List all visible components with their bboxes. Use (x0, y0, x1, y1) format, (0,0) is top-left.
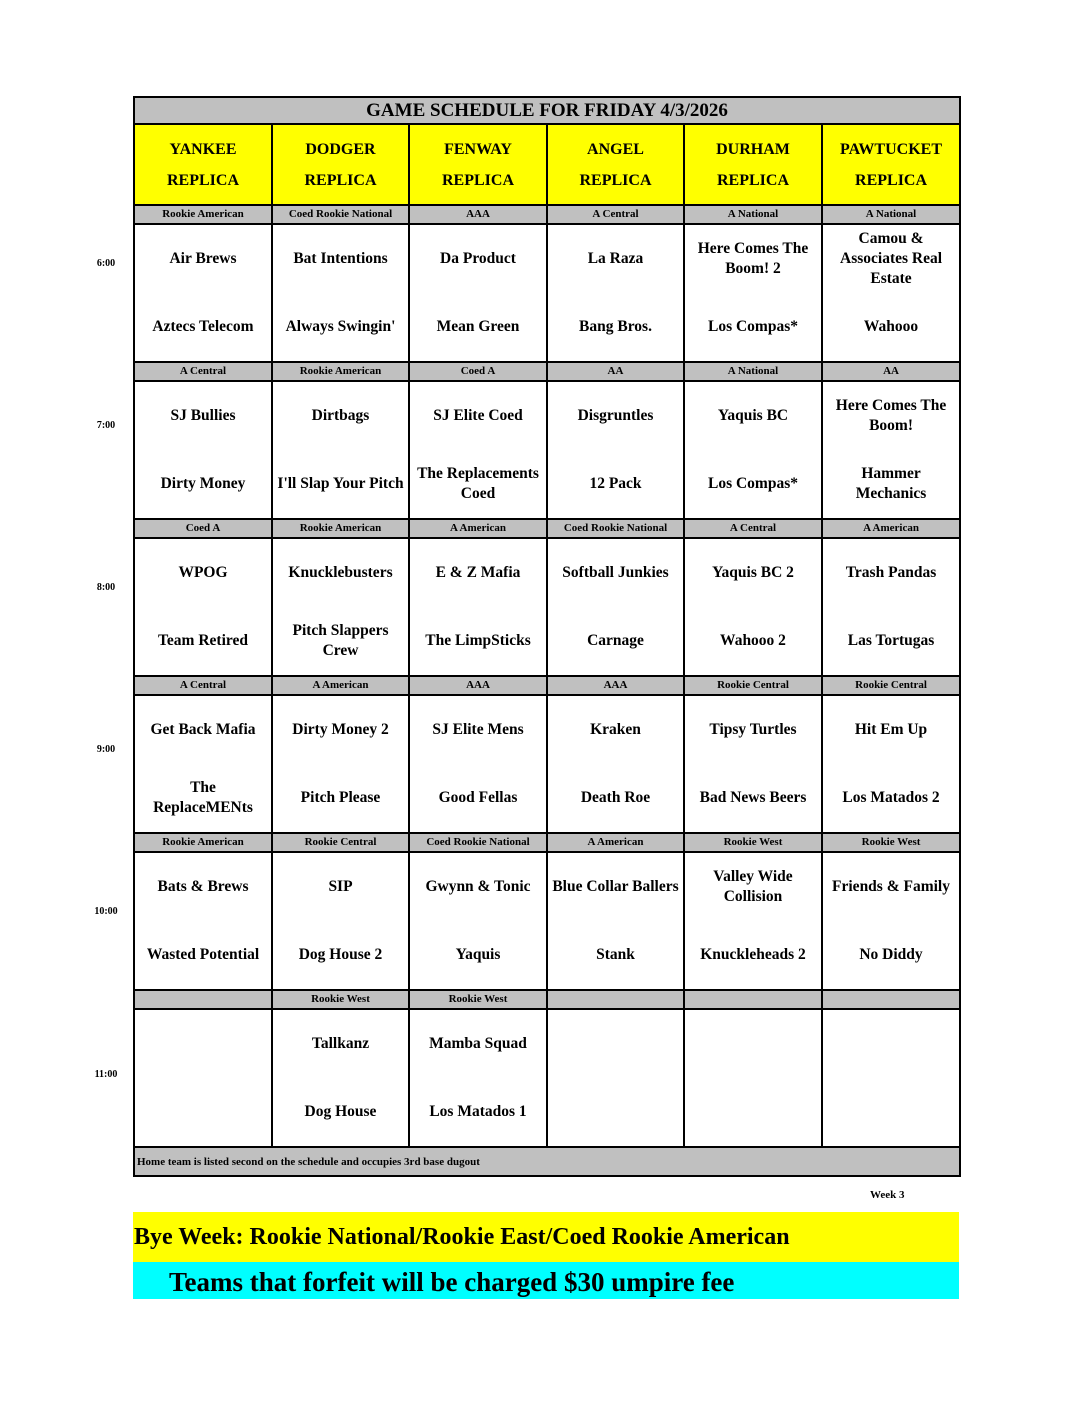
division-label: A American (822, 519, 960, 538)
home-team: Mean Green (436, 318, 520, 335)
game-row (134, 695, 960, 833)
home-team: Hammer Mechanics (855, 465, 927, 502)
footer-cell (134, 1147, 960, 1176)
division-label: Rookie Central (822, 676, 960, 695)
division-label: Coed Rookie National (547, 519, 684, 538)
home-team-note: Home team is listed second on the schedule and occupies 3rd base dugout (137, 1155, 480, 1168)
game-cell (272, 224, 409, 362)
schedule-title: GAME SCHEDULE FOR FRIDAY 4/3/2026 (134, 97, 960, 124)
game-row (134, 1009, 960, 1147)
field-name: ANGEL (587, 140, 644, 158)
field-name: DODGER (305, 140, 376, 158)
home-team (548, 1078, 683, 1146)
home-team: Los Matados 1 (429, 1103, 527, 1120)
home-team: Los Matados 2 (842, 789, 940, 806)
away-team: Yaquis BC 2 (712, 564, 794, 581)
home-team: Las Tortugas (847, 632, 935, 649)
game-cell (684, 381, 822, 519)
home-team (135, 1078, 271, 1146)
away-team: Hit Em Up (854, 721, 928, 738)
away-team: Bats & Brews (157, 878, 249, 895)
away-team: Here Comes The Boom! 2 (697, 240, 809, 277)
game-cell (409, 381, 547, 519)
home-team: Good Fellas (438, 789, 518, 806)
home-team (685, 1078, 821, 1146)
division-label: A American (409, 519, 547, 538)
game-cell (822, 852, 960, 990)
game-cell (134, 852, 272, 990)
division-label: A Central (547, 205, 684, 224)
away-team: Get Back Mafia (150, 721, 256, 738)
away-team (685, 1010, 821, 1078)
away-team: Dirty Money 2 (292, 721, 389, 738)
field-header (822, 124, 960, 205)
division-label: Coed Rookie National (272, 205, 409, 224)
home-team: Los Compas* (707, 318, 798, 335)
division-label: A American (272, 676, 409, 695)
game-cell (684, 224, 822, 362)
away-team: WPOG (178, 564, 228, 581)
game-cell (822, 381, 960, 519)
field-header (272, 124, 409, 205)
away-team: La Raza (587, 250, 644, 267)
division-label: Rookie American (134, 833, 272, 852)
footer-row (134, 1147, 960, 1176)
game-cell (409, 852, 547, 990)
game-row (134, 381, 960, 519)
division-label (134, 990, 272, 1009)
field-header-row (134, 124, 960, 205)
home-team: Bang Bros. (579, 318, 652, 335)
away-team: SJ Bullies (170, 407, 236, 424)
away-team: Air Brews (169, 250, 237, 267)
division-label: AAA (409, 205, 547, 224)
away-team: SIP (328, 878, 353, 895)
division-label: Rookie West (409, 990, 547, 1009)
game-row (134, 538, 960, 676)
away-team (135, 1010, 271, 1078)
time-label: 9:00 (96, 744, 116, 755)
field-name: YANKEE (169, 140, 237, 158)
time-label: 10:00 (94, 906, 118, 917)
home-team: Pitch Please (300, 789, 381, 806)
away-team: Tallkanz (311, 1035, 370, 1052)
field-name: DURHAM (716, 140, 790, 158)
game-cell (684, 538, 822, 676)
away-team: SJ Elite Coed (433, 407, 523, 424)
game-cell (272, 538, 409, 676)
week-label: Week 3 (870, 1189, 905, 1201)
game-cell (272, 695, 409, 833)
game-cell (409, 224, 547, 362)
division-label: A National (822, 205, 960, 224)
home-team: 12 Pack (589, 475, 642, 492)
away-team: Knucklebusters (288, 564, 393, 581)
away-team: Da Product (440, 250, 516, 267)
game-cell (684, 695, 822, 833)
home-team: Stank (596, 946, 635, 963)
field-header (684, 124, 822, 205)
division-label: A Central (684, 519, 822, 538)
division-label: A Central (134, 676, 272, 695)
home-team: Yaquis (455, 946, 501, 963)
field-name: PAWTUCKET (840, 140, 942, 158)
division-label: Coed Rookie National (409, 833, 547, 852)
away-team: Yaquis BC (717, 407, 789, 424)
home-team: Dirty Money (160, 475, 246, 492)
away-team: Tipsy Turtles (709, 721, 797, 738)
division-label: Rookie Central (684, 676, 822, 695)
time-label: 7:00 (96, 420, 116, 431)
forfeit-notice: Teams that forfeit will be charged $30 umpire fee (133, 1262, 959, 1299)
game-cell (409, 538, 547, 676)
game-cell (134, 538, 272, 676)
division-label: AAA (409, 676, 547, 695)
home-team: Dog House 2 (298, 946, 383, 963)
away-team: Gwynn & Tonic (425, 878, 531, 895)
away-team: Kraken (590, 721, 641, 738)
away-team (548, 1010, 683, 1078)
home-team: Knuckleheads 2 (700, 946, 806, 963)
game-cell (547, 538, 684, 676)
division-row (134, 205, 960, 224)
game-cell (134, 224, 272, 362)
game-cell (272, 852, 409, 990)
home-team: Death Roe (580, 789, 651, 806)
division-row (134, 362, 960, 381)
game-cell (272, 381, 409, 519)
game-cell (547, 381, 684, 519)
away-team: Camou & Associates Real Estate (840, 230, 943, 287)
bye-week-banner: Bye Week: Rookie National/Rookie East/Coed Rookie American (133, 1212, 959, 1262)
home-team: The LimpSticks (425, 632, 531, 649)
game-cell (134, 1009, 272, 1147)
home-team: Dog House (304, 1103, 377, 1120)
away-team: SJ Elite Mens (432, 721, 524, 738)
game-cell (822, 1009, 960, 1147)
field-subtitle: REPLICA (579, 171, 652, 189)
division-label: Rookie West (272, 990, 409, 1009)
title-row (134, 97, 960, 124)
division-label: A National (684, 205, 822, 224)
game-cell (547, 852, 684, 990)
away-team: Friends & Family (832, 878, 950, 895)
home-team: Team Retired (158, 632, 248, 649)
away-team: Blue Collar Ballers (552, 878, 679, 895)
division-label: AA (547, 362, 684, 381)
division-label (822, 990, 960, 1009)
field-header (547, 124, 684, 205)
game-cell (684, 1009, 822, 1147)
field-subtitle: REPLICA (304, 171, 377, 189)
home-team: No Diddy (859, 946, 923, 963)
game-cell (684, 852, 822, 990)
division-label: A National (684, 362, 822, 381)
home-team: Bad News Beers (699, 789, 807, 806)
field-subtitle: REPLICA (166, 171, 239, 189)
away-team: Bat Intentions (293, 250, 388, 267)
home-team: I'll Slap Your Pitch (277, 475, 404, 492)
away-team (823, 1010, 959, 1078)
field-subtitle: REPLICA (441, 171, 514, 189)
division-label (684, 990, 822, 1009)
home-team: The Replacements Coed (417, 465, 539, 502)
field-header (409, 124, 547, 205)
game-cell (409, 1009, 547, 1147)
division-label: A Central (134, 362, 272, 381)
division-label: Rookie American (134, 205, 272, 224)
game-cell (822, 538, 960, 676)
home-team: Wahooo (863, 318, 919, 335)
division-label: AA (822, 362, 960, 381)
game-cell (547, 224, 684, 362)
game-cell (822, 224, 960, 362)
time-label: 6:00 (96, 258, 116, 269)
home-team: Wasted Potential (146, 946, 260, 963)
away-team: Softball Junkies (562, 564, 669, 581)
away-team: Dirtbags (311, 407, 370, 424)
time-label: 8:00 (96, 582, 116, 593)
home-team: Carnage (587, 632, 644, 649)
away-team: Here Comes The Boom! (835, 397, 947, 434)
game-row (134, 852, 960, 990)
game-row (134, 224, 960, 362)
schedule-table (133, 96, 961, 1177)
division-label: A American (547, 833, 684, 852)
game-cell (409, 695, 547, 833)
away-team: E & Z Mafia (435, 564, 521, 581)
home-team: Pitch Slappers Crew (292, 622, 389, 659)
division-label: Rookie American (272, 362, 409, 381)
division-label: Rookie American (272, 519, 409, 538)
division-row (134, 990, 960, 1009)
away-team: Trash Pandas (845, 564, 937, 581)
game-cell (134, 381, 272, 519)
division-row (134, 833, 960, 852)
division-row (134, 519, 960, 538)
away-team: Mamba Squad (429, 1035, 527, 1052)
game-cell (547, 1009, 684, 1147)
home-team: Wahooo 2 (720, 632, 786, 649)
game-cell (822, 695, 960, 833)
division-label: Rookie West (684, 833, 822, 852)
field-name: FENWAY (444, 140, 512, 158)
home-team: The ReplaceMENts (153, 779, 253, 816)
game-cell (272, 1009, 409, 1147)
home-team: Aztecs Telecom (152, 318, 254, 335)
home-team: Los Compas* (707, 475, 798, 492)
away-team: Disgruntles (577, 407, 654, 424)
game-cell (547, 695, 684, 833)
division-label: Rookie West (822, 833, 960, 852)
field-subtitle: REPLICA (855, 171, 928, 189)
division-label (547, 990, 684, 1009)
home-team (823, 1078, 959, 1146)
division-row (134, 676, 960, 695)
home-team: Always Swingin' (285, 318, 396, 335)
field-subtitle: REPLICA (716, 171, 789, 189)
game-cell (134, 695, 272, 833)
division-label: Coed A (134, 519, 272, 538)
division-label: Coed A (409, 362, 547, 381)
away-team: Valley Wide Collision (713, 868, 793, 905)
division-label: AAA (547, 676, 684, 695)
division-label: Rookie Central (272, 833, 409, 852)
time-label: 11:00 (94, 1069, 118, 1080)
field-header (134, 124, 272, 205)
